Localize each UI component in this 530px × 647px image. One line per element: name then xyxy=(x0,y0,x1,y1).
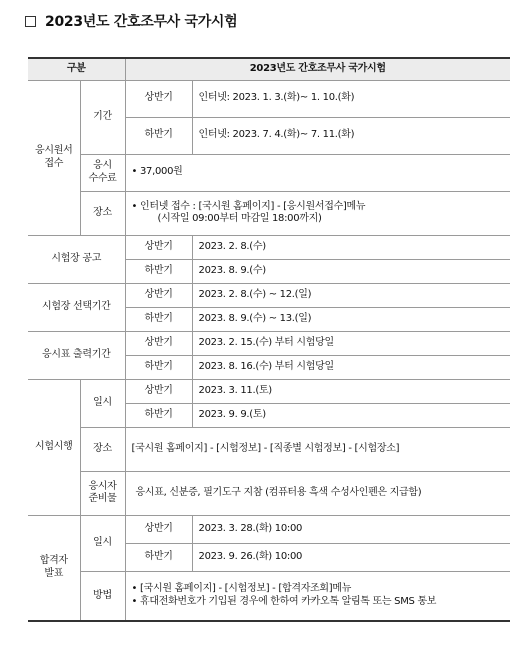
application-place-value: • 인터넷 접수 : [국시원 홈페이지] - [응시원서접수]메뉴 (시작일 09:00부터 마감일 18:00까지) xyxy=(125,191,510,235)
header-exam-name: 2023년도 간호조무사 국가시험 xyxy=(125,58,510,80)
table-row xyxy=(28,379,510,403)
table-row xyxy=(28,191,510,235)
half-label-first: 상반기 xyxy=(125,235,192,259)
exam-items-value: 응시표, 신분증, 필기도구 지참 (컴퓨터용 흑색 수성사인펜은 지급함) xyxy=(125,471,510,515)
admission-print-second: 2023. 8. 16.(수) 부터 시험당일 xyxy=(192,355,510,379)
half-label-second: 하반기 xyxy=(125,117,192,154)
table-row xyxy=(28,235,510,259)
table-row xyxy=(28,427,510,471)
result-date-first: 2023. 3. 28.(화) 10:00 xyxy=(192,515,510,543)
exam-place-value: [국시원 홈페이지] - [시험정보] - [직종별 시험정보] - [시험장소] xyxy=(125,427,510,471)
half-label-first: 상반기 xyxy=(125,379,192,403)
exam-date-first: 2023. 3. 11.(토) xyxy=(192,379,510,403)
sub-label-exam-date: 일시 xyxy=(80,379,125,427)
application-period-first: 인터넷: 2023. 1. 3.(화)~ 1. 10.(화) xyxy=(192,80,510,117)
table-header-row xyxy=(28,58,510,80)
application-period-second: 인터넷: 2023. 7. 4.(화)~ 7. 11.(화) xyxy=(192,117,510,154)
table-row xyxy=(28,80,510,117)
half-label-first: 상반기 xyxy=(125,80,192,117)
result-method-value: • [국시원 홈페이지] - [시험정보] - [합격자조회]메뉴 • 휴대전화번호가 기입된 경우에 한하여 카카오톡 알림톡 또는 SMS 통보 xyxy=(125,571,510,621)
half-label-first: 상반기 xyxy=(125,515,192,543)
half-label-first: 상반기 xyxy=(125,283,192,307)
venue-notice-second: 2023. 8. 9.(수) xyxy=(192,259,510,283)
half-label-second: 하반기 xyxy=(125,355,192,379)
half-label-second: 하반기 xyxy=(125,403,192,427)
row-label-venue-notice: 시험장 공고 xyxy=(28,235,125,283)
table-row xyxy=(28,154,510,191)
sub-label-fee: 응시 수수료 xyxy=(80,154,125,191)
admission-print-first: 2023. 2. 15.(수) 부터 시험당일 xyxy=(192,331,510,355)
venue-selection-first: 2023. 2. 8.(수) ~ 12.(일) xyxy=(192,283,510,307)
exam-date-second: 2023. 9. 9.(토) xyxy=(192,403,510,427)
exam-schedule-table xyxy=(28,57,510,622)
sub-label-exam-items: 응시자 준비물 xyxy=(80,471,125,515)
table-row xyxy=(28,571,510,621)
row-label-admission-print: 응시표 출력기간 xyxy=(28,331,125,379)
half-label-second: 하반기 xyxy=(125,259,192,283)
half-label-first: 상반기 xyxy=(125,331,192,355)
venue-selection-second: 2023. 8. 9.(수) ~ 13.(일) xyxy=(192,307,510,331)
sub-label-exam-place: 장소 xyxy=(80,427,125,471)
page-title xyxy=(25,10,237,32)
table-row xyxy=(28,515,510,543)
application-fee-value: • 37,000원 xyxy=(125,154,510,191)
header-category: 구분 xyxy=(28,58,125,80)
checkbox-square-icon xyxy=(25,16,36,27)
table-row xyxy=(28,283,510,307)
sub-label-period: 기간 xyxy=(80,80,125,154)
table-row xyxy=(28,331,510,355)
sub-label-result-method: 방법 xyxy=(80,571,125,621)
venue-notice-first: 2023. 2. 8.(수) xyxy=(192,235,510,259)
row-label-result: 합격자 발표 xyxy=(28,515,80,621)
half-label-second: 하반기 xyxy=(125,307,192,331)
page-title-text: 2023년도 간호조무사 국가시험 xyxy=(45,14,238,30)
table-row xyxy=(28,471,510,515)
row-label-exam: 시험시행 xyxy=(28,379,80,515)
row-label-venue-selection: 시험장 선택기간 xyxy=(28,283,125,331)
sub-label-result-date: 일시 xyxy=(80,515,125,571)
row-label-application: 응시원서 접수 xyxy=(28,80,80,235)
sub-label-place: 장소 xyxy=(80,191,125,235)
result-date-second: 2023. 9. 26.(화) 10:00 xyxy=(192,543,510,571)
half-label-second: 하반기 xyxy=(125,543,192,571)
